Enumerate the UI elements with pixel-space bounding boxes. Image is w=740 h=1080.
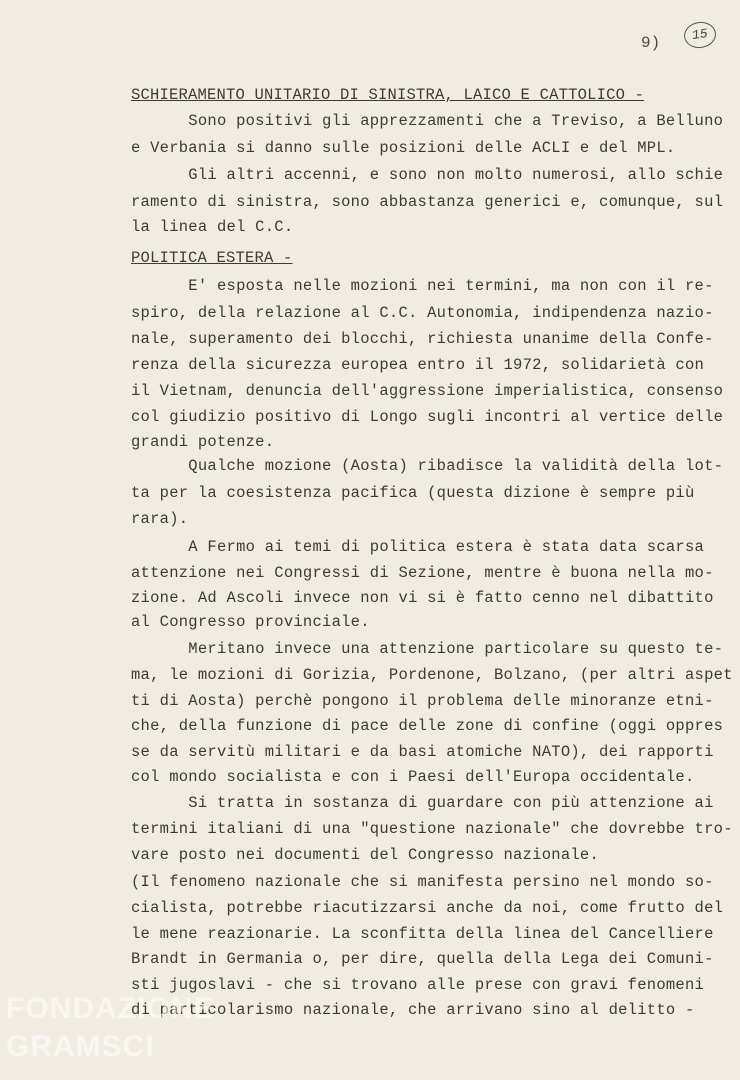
text-line: e Verbania si danno sulle posizioni delle ACLI e del MPL. [131, 139, 676, 157]
page-stamp: 15 [682, 20, 717, 50]
text-line: che, della funzione di pace delle zone di confine (oggi oppres [131, 717, 724, 735]
text-line: E' esposta nelle mozioni nei termini, ma non con il re- [131, 277, 714, 295]
text-line: attenzione nei Congressi di Sezione, mentre è buona nella mo- [131, 564, 714, 582]
text-line: Sono positivi gli apprezzamenti che a Treviso, a Belluno [131, 112, 724, 130]
text-line: ta per la coesistenza pacifica (questa dizione è sempre più [131, 484, 695, 502]
text-line: al Congresso provinciale. [131, 613, 370, 631]
text-line: se da servitù militari e da basi atomiche NATO), dei rapporti [131, 743, 714, 761]
text-line: renza della sicurezza europea entro il 1972, solidarietà con [131, 356, 705, 374]
text-line: Brandt in Germania o, per dire, quella della Lega dei Comuni- [131, 950, 714, 968]
text-line: la linea del C.C. [131, 218, 294, 236]
page-number: 9) [641, 34, 661, 52]
section-title-politica-estera: POLITICA ESTERA - [131, 249, 293, 267]
text-line: A Fermo ai temi di politica estera è stata data scarsa [131, 538, 705, 556]
text-line: ti di Aosta) perchè pongono il problema delle minoranze etni- [131, 692, 714, 710]
text-line: ma, le mozioni di Gorizia, Pordenone, Bolzano, (per altri aspet [131, 666, 733, 684]
text-line: Meritano invece una attenzione particolare su questo te- [131, 640, 724, 658]
text-line: Qualche mozione (Aosta) ribadisce la validità della lot- [131, 457, 724, 475]
text-line: zione. Ad Ascoli invece non vi si è fatto cenno nel dibattito [131, 589, 714, 607]
text-line: cialista, potrebbe riacutizzarsi anche da noi, come frutto del [131, 899, 724, 917]
text-line: spiro, della relazione al C.C. Autonomia, indipendenza nazio- [131, 304, 714, 322]
fondazione-gramsci-watermark [6, 990, 214, 1066]
text-line: rara). [131, 510, 189, 528]
text-line: il Vietnam, denuncia dell'aggressione imperialistica, consenso [131, 382, 724, 400]
text-line: nale, superamento dei blocchi, richiesta unanime della Confe- [131, 330, 714, 348]
watermark-line: GRAMSCI [6, 1030, 155, 1063]
text-line: sti jugoslavi - che si trovano alle prese con gravi fenomeni [131, 976, 705, 994]
text-line: le mene reazionarie. La sconfitta della linea del Cancelliere [131, 925, 714, 943]
text-line: Si tratta in sostanza di guardare con più attenzione ai [131, 794, 714, 812]
text-line: di particolarismo nazionale, che arrivano sino al delitto - [131, 1001, 695, 1019]
watermark-line: FONDAZIONE [6, 992, 215, 1025]
text-line: (Il fenomeno nazionale che si manifesta persino nel mondo so- [131, 873, 714, 891]
section-title-schieramento: SCHIERAMENTO UNITARIO DI SINISTRA, LAICO E CATTOLICO - [131, 86, 645, 104]
text-line: termini italiani di una "questione nazionale" che dovrebbe tro- [131, 820, 733, 838]
text-line: vare posto nei documenti del Congresso nazionale. [131, 846, 600, 864]
text-line: col giudizio positivo di Longo sugli incontri al vertice delle [131, 408, 724, 426]
text-line: grandi potenze. [131, 433, 275, 451]
text-line: Gli altri accenni, e sono non molto numerosi, allo schie [131, 166, 724, 184]
text-line: ramento di sinistra, sono abbastanza generici e, comunque, sul [131, 193, 724, 211]
text-line: col mondo socialista e con i Paesi dell'Europa occidentale. [131, 768, 695, 786]
